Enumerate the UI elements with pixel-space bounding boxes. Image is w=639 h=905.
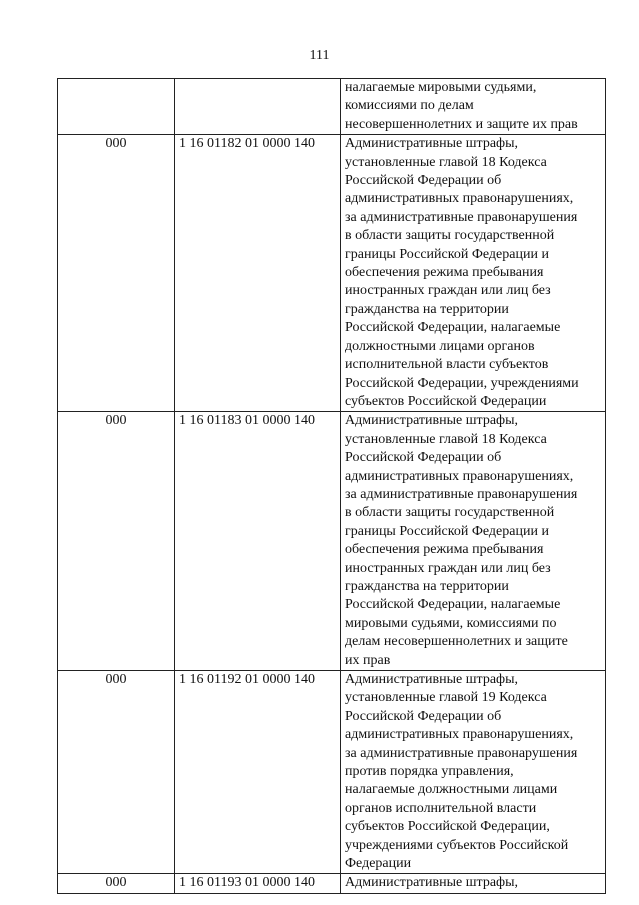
- description-line: учреждениями субъектов Российской: [345, 837, 569, 853]
- admin-code-cell: [58, 79, 175, 135]
- description-cell: [341, 412, 606, 671]
- page-number: 111: [309, 48, 330, 63]
- kbk-code-cell: 1 16 01192 01 0000 140: [175, 671, 341, 874]
- table-row: [58, 671, 606, 874]
- admin-code-cell: 000: [58, 412, 175, 671]
- description-cell: [341, 135, 606, 412]
- kbk-code-cell: 1 16 01183 01 0000 140: [175, 412, 341, 671]
- description-line: гражданства на территории: [345, 578, 509, 594]
- kbk-code-cell: 1 16 01193 01 0000 140: [175, 874, 341, 893]
- description-line: Российской Федерации, учреждениями: [345, 375, 579, 391]
- description-line: несовершеннолетних и защите их прав: [345, 116, 578, 132]
- description-line: Административные штрафы,: [345, 875, 519, 891]
- description-line: субъектов Российской Федерации,: [345, 819, 550, 835]
- description-line: Административные штрафы,: [345, 136, 519, 152]
- description-line: налагаемые должностными лицами: [345, 782, 558, 798]
- description-cell: [341, 671, 606, 874]
- description-line: в области защиты государственной: [345, 505, 555, 521]
- table-row: [58, 135, 606, 412]
- description-line: за административные правонарушения: [345, 209, 578, 225]
- description-line: установленные главой 19 Кодекса: [345, 690, 547, 706]
- table-row: [58, 412, 606, 671]
- description-line: за административные правонарушения: [345, 486, 578, 502]
- description-line: установленные главой 18 Кодекса: [345, 154, 547, 170]
- description-line: обеспечения режима пребывания: [345, 542, 544, 558]
- description-line: Федерации: [345, 856, 412, 872]
- kbk-code-cell: 1 16 01182 01 0000 140: [175, 135, 341, 412]
- description-line: Российской Федерации об: [345, 173, 502, 189]
- description-line: административных правонарушениях,: [345, 468, 574, 484]
- description-line: должностными лицами органов: [345, 338, 535, 354]
- description-line: границы Российской Федерации и: [345, 246, 549, 262]
- description-line: административных правонарушениях,: [345, 727, 574, 743]
- description-line: исполнительной власти субъектов: [345, 357, 549, 373]
- admin-code-cell: 000: [58, 135, 175, 412]
- description-line: границы Российской Федерации и: [345, 523, 549, 539]
- description-line: иностранных граждан или лиц без: [345, 560, 551, 576]
- description-line: субъектов Российской Федерации: [345, 393, 547, 409]
- description-line: налагаемые мировыми судьями,: [345, 80, 537, 95]
- description-line: их прав: [345, 652, 391, 668]
- description-line: обеспечения режима пребывания: [345, 265, 544, 281]
- description-cell: [341, 874, 606, 893]
- description-line: гражданства на территории: [345, 301, 509, 317]
- description-line: органов исполнительной власти: [345, 800, 537, 816]
- table-body: [58, 79, 606, 894]
- description-line: Административные штрафы,: [345, 413, 519, 429]
- description-line: Российской Федерации об: [345, 450, 502, 466]
- description-line: установленные главой 18 Кодекса: [345, 431, 547, 447]
- table-row: [58, 79, 606, 135]
- budget-codes-table: [57, 78, 606, 894]
- description-line: делам несовершеннолетних и защите: [345, 634, 568, 650]
- description-line: Российской Федерации, налагаемые: [345, 597, 561, 613]
- description-line: Российской Федерации об: [345, 708, 502, 724]
- description-line: в области защиты государственной: [345, 228, 555, 244]
- admin-code-cell: 000: [58, 671, 175, 874]
- description-line: мировыми судьями, комиссиями по: [345, 615, 557, 631]
- description-cell: [341, 79, 606, 135]
- description-line: против порядка управления,: [345, 764, 514, 780]
- description-line: административных правонарушениях,: [345, 191, 574, 207]
- kbk-code-cell: [175, 79, 341, 135]
- description-line: комиссиями по делам: [345, 98, 474, 114]
- description-line: Российской Федерации, налагаемые: [345, 320, 561, 336]
- description-line: Административные штрафы,: [345, 672, 519, 687]
- description-line: иностранных граждан или лиц без: [345, 283, 551, 299]
- admin-code-cell: 000: [58, 874, 175, 893]
- table-row: [58, 874, 606, 893]
- description-line: за административные правонарушения: [345, 745, 578, 761]
